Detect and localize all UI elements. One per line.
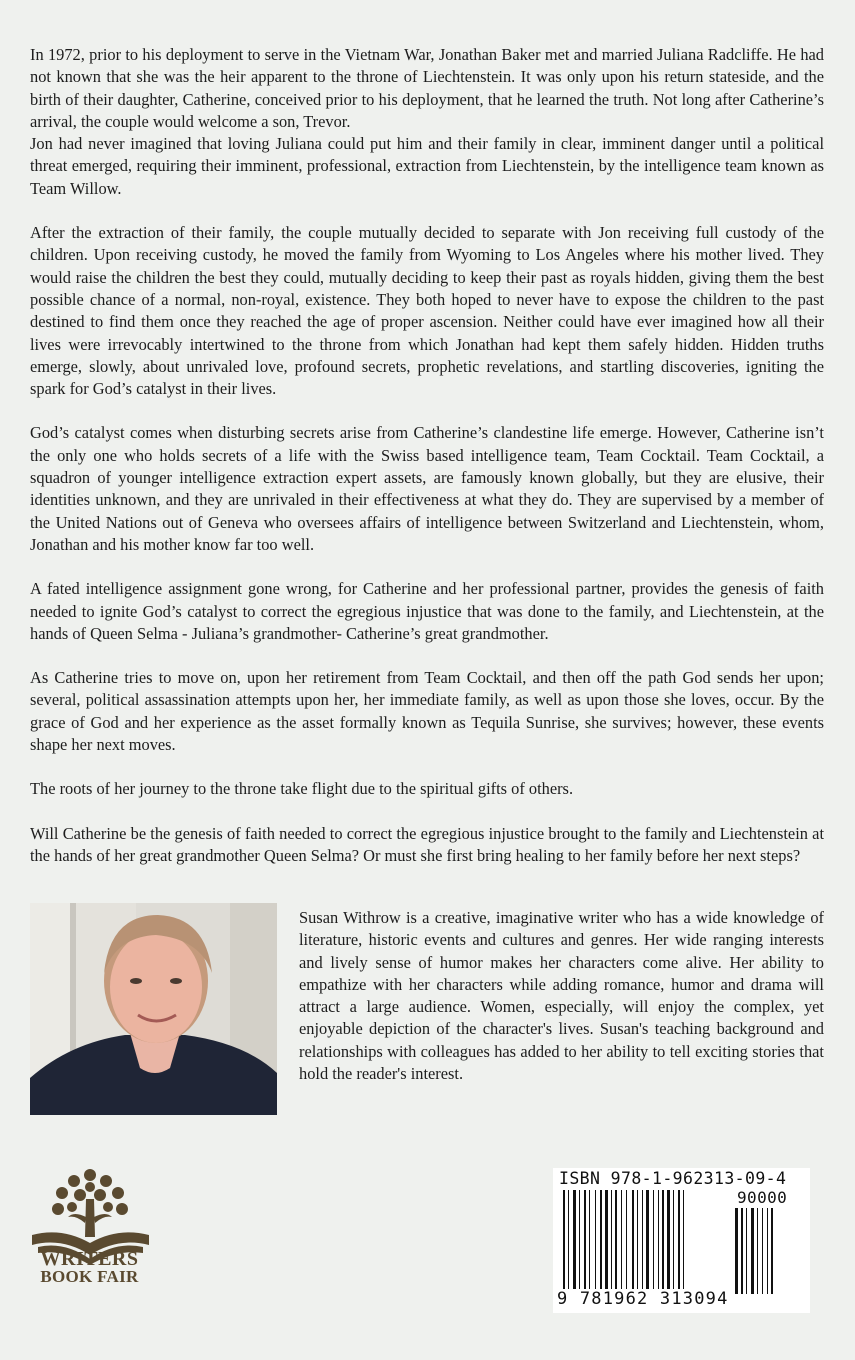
barcode-bar: [584, 1190, 586, 1294]
addon-barcode-bar: [762, 1208, 763, 1294]
barcode-bar: [662, 1190, 664, 1294]
barcode-bar: [605, 1190, 608, 1294]
barcode-bar: [579, 1190, 580, 1294]
isbn-barcode: [553, 1168, 810, 1313]
blurb-paragraph: Jon had never imagined that loving Juliana could put him and their family in clear, imminent danger until a political threat emerged, requiring their imminent, professional, extraction from Liechtenstein, by the intelligence team known as Team Willow.: [30, 134, 824, 198]
back-cover-blurb: [30, 44, 824, 889]
barcode-bar: [683, 1190, 684, 1294]
barcode-bar: [637, 1190, 638, 1294]
barcode-bar: [673, 1190, 674, 1294]
addon-barcode-bar: [757, 1208, 758, 1294]
blurb-paragraph: The roots of her journey to the throne take flight due to the spiritual gifts of others.: [30, 779, 574, 799]
publisher-name-line1: WRITERS: [40, 1248, 139, 1270]
barcode-bar: [600, 1190, 602, 1294]
addon-barcode-bar: [751, 1208, 754, 1294]
addon-barcode-bar: [767, 1208, 768, 1294]
author-portrait-illustration: [30, 903, 277, 1115]
blurb-paragraph: After the extraction of their family, the couple mutually decided to separate with Jon receiving full custody of the children. Upon receiving custody, he moved the family from Wyoming to Los Angeles where his mother lived. They would raise the children the best they could, mutually deciding to keep their past as royals hidden, giving them the best possible chance of a normal, non-royal, existence. They both hoped to never have to expose the children to the past destined to find them once they reached the age of proper ascension. Neither could have ever imagined how all their lives were irrevocably intertwined to the throne from which Jonathan had kept them safely hidden. Hidden truths emerge, slowly, about unrivaled love, profound secrets, prophetic revelations, and startling discoveries, igniting the spark for God’s catalyst in their lives.: [30, 223, 824, 399]
author-bio: Susan Withrow is a creative, imaginative writer who has a wide knowledge of literature, historic events and cultures and genres. Her wide ranging interests and lively sense of humor makes her characters come alive. Her ability to empathize with her characters while adding romance, humor and drama will attract a large audience. Women, especially, will enjoy the complex, yet enjoyable depiction of the character's lives. Susan's teaching background and relationships with colleagues has added to her ability to tell exciting stories that hold the reader's interest.: [299, 908, 824, 1084]
barcode-bar: [626, 1190, 627, 1294]
barcode-bar: [632, 1190, 634, 1294]
blurb-paragraph: God’s catalyst comes when disturbing secrets arise from Catherine’s clandestine life emerge. However, Catherine isn’t the only one who holds secrets of a life with the Swiss based intelligence team, Team Cocktail. Team Cocktail, a squadron of younger intelligence extraction expert assets, are famously known globally, but they are elusive, their identities unknown, and they are unrivaled in their effectiveness at what they do. They are supervised by a member of the United Nations out of Geneva who oversees affairs of intelligence between Switzerland and Liechtenstein, whom, Jonathan and his mother know far too well.: [30, 423, 824, 554]
addon-barcode-bar: [771, 1208, 773, 1294]
barcode-bar: [653, 1190, 654, 1294]
barcode-bar: [595, 1190, 596, 1294]
barcode-bar: [646, 1190, 649, 1294]
isbn-number: ISBN 978-1-962313-09-4: [559, 1169, 787, 1188]
barcode-bar: [563, 1190, 565, 1294]
barcode-bar: [568, 1190, 569, 1294]
barcode-bar: [615, 1190, 617, 1294]
barcode-bar: [611, 1190, 612, 1294]
blurb-paragraph: As Catherine tries to move on, upon her retirement from Team Cocktail, and then off the path God sends her upon; several, political assassination attempts upon her, her immediate family, as well as upon those she loves, occur. By the grace of God and her experience as the asset formally known as Tequila Sunrise, she survives; however, these events shape her next moves.: [30, 668, 824, 755]
blurb-paragraph: In 1972, prior to his deployment to serve in the Vietnam War, Jonathan Baker met and married Juliana Radcliffe. He had not known that she was the heir apparent to the throne of Liechtenstein. It was only upon his return stateside, and the birth of their daughter, Catherine, conceived prior to his deployment, that he learned the truth. Not long after Catherine’s arrival, the couple would welcome a son, Trevor.: [30, 45, 824, 131]
barcode-bar: [642, 1190, 643, 1294]
barcode-bar: [621, 1190, 622, 1294]
addon-barcode-bar: [746, 1208, 747, 1294]
author-photo: [30, 903, 277, 1115]
barcode-bar: [658, 1190, 659, 1294]
barcode-bar: [678, 1190, 680, 1294]
blurb-paragraph: Will Catherine be the genesis of faith needed to correct the egregious injustice brought to the family and Liechtenstein at the hands of her great grandmother Queen Selma? Or must she first bring healing to her family before her next steps?: [30, 823, 824, 865]
publisher-name-line2: BOOK FAIR: [40, 1267, 139, 1286]
price-code: 90000: [737, 1188, 788, 1207]
barcode-bar: [573, 1190, 576, 1294]
blurb-paragraph: A fated intelligence assignment gone wrong, for Catherine and her professional partner, provides the genesis of faith needed to ignite God’s catalyst to correct the egregious injustice that was done to the family, and Liechtenstein, at the hands of Queen Selma - Juliana’s grandmother- Catherine’s great grandmother.: [30, 579, 824, 643]
barcode-bar: [589, 1190, 590, 1294]
addon-barcode-bar: [741, 1208, 743, 1294]
ean-digits: 9 781962 313094: [557, 1289, 729, 1309]
publisher-name: [22, 1250, 157, 1286]
barcode-bar: [667, 1190, 670, 1294]
addon-barcode-bar: [735, 1208, 738, 1294]
